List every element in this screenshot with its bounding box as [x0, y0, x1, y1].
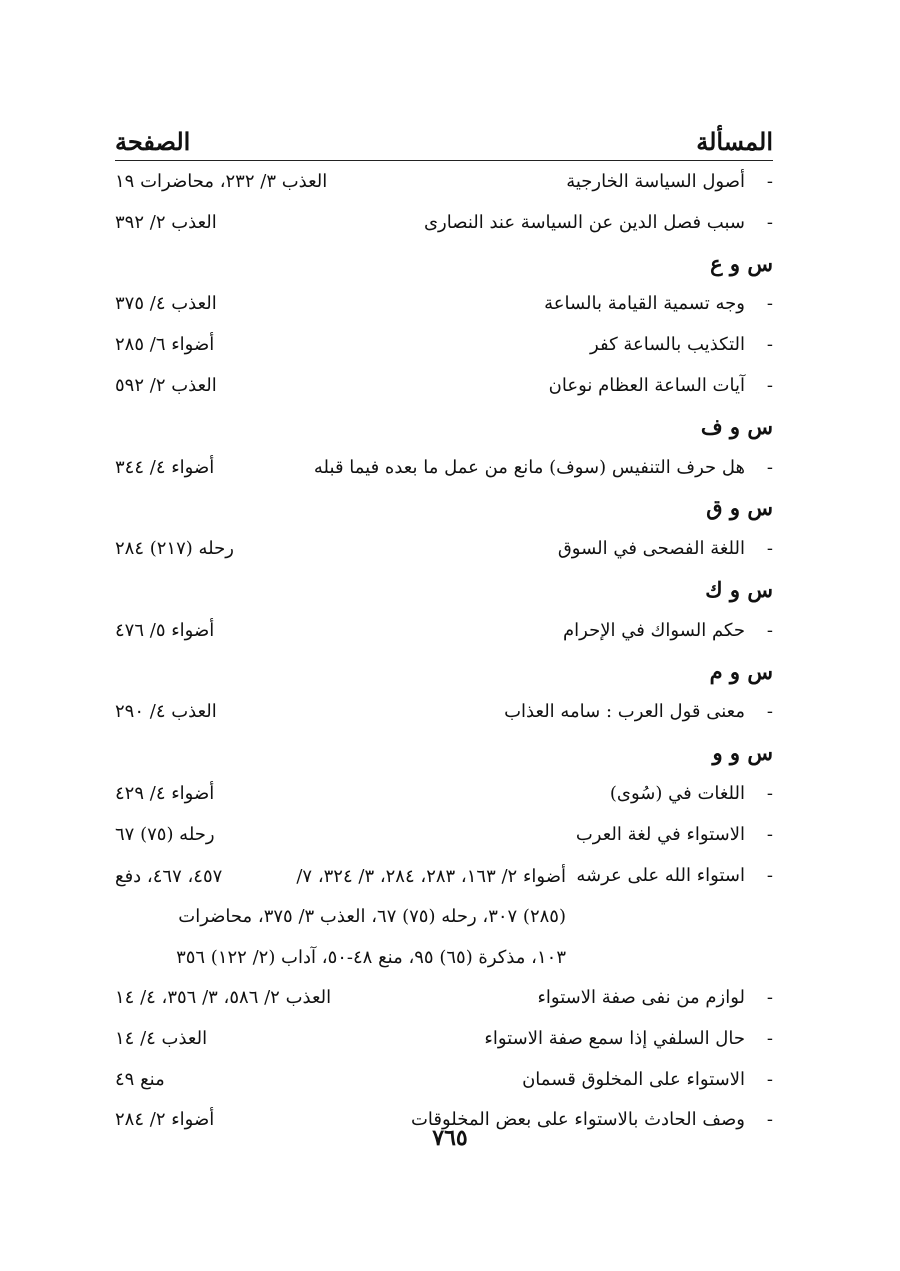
entry-page-ref: العذب ٤/ ١٤ [115, 1027, 208, 1049]
entry-dash: - [766, 986, 773, 1008]
entry-dash: - [766, 823, 773, 845]
entry-page-ref: العذب ٤/ ٢٩٠ [115, 701, 217, 723]
entry-ref-part-b: ٤٥٧، ٤٦٧، دفع [115, 865, 223, 887]
index-entries-bottom [115, 979, 773, 1142]
entry-topic: سبب فصل الدين عن السياسة عند النصارى [423, 211, 745, 233]
entry-dash: - [766, 374, 773, 396]
entry-dash: - [766, 538, 773, 560]
entry-page-ref: أضواء ٢/ ٢٨٤ [115, 1109, 215, 1131]
index-entry [115, 326, 773, 367]
index-entries [115, 163, 773, 1142]
index-entry [115, 367, 773, 408]
entry-dash: - [766, 619, 773, 641]
index-entry [115, 1020, 773, 1061]
entry-topic: وصف الحادث بالاستواء على بعض المخلوقات [410, 1109, 745, 1131]
entry-topic: الاستواء في لغة العرب [575, 823, 745, 845]
index-entry [115, 285, 773, 326]
index-entry [115, 612, 773, 653]
entry-page-ref: العذب ٤/ ٣٧٥ [115, 293, 217, 315]
entry-topic: لوازم من نفى صفة الاستواء [537, 986, 745, 1008]
index-entry [115, 693, 773, 734]
entry-topic: هل حرف التنفيس (سوف) مانع من عمل ما بعده فيما قبله [313, 456, 745, 478]
entry-topic: الاستواء على المخلوق قسمان [522, 1068, 745, 1090]
entry-dash: - [766, 1068, 773, 1090]
index-entry [115, 979, 773, 1020]
entry-topic: حكم السواك في الإحرام [563, 619, 745, 641]
root-heading: س و م [709, 658, 773, 684]
entry-topic: استواء الله على عرشه [576, 864, 745, 886]
index-entry [115, 530, 773, 571]
entry-ref-line-3: ١٠٣، مذكرة (٦٥) ٩٥، منع ٤٨-٥٠، آداب (٢/ ١٢٢) ٣٥٦ [176, 947, 566, 969]
entry-dash: - [766, 1109, 773, 1131]
entry-page-ref: رحله (٧٥) ٦٧ [115, 823, 215, 845]
entry-page-ref: أضواء ٦/ ٢٨٥ [115, 334, 215, 356]
entry-dash: - [766, 701, 773, 723]
entry-topic: أصول السياسة الخارجية [566, 171, 745, 192]
topic-column-title: المسألة [696, 127, 773, 156]
index-entry [115, 449, 773, 490]
root-heading: س و ع [710, 250, 773, 276]
entry-page-ref: العذب ٢/ ٥٨٦، ٣/ ٣٥٦، ٤/ ١٤ [115, 986, 332, 1008]
index-entry [115, 163, 773, 204]
entry-page-ref: منع ٤٩ [115, 1068, 165, 1090]
entry-topic: التكذيب بالساعة كفر [590, 334, 745, 356]
entry-dash: - [766, 334, 773, 356]
entry-page-ref: أضواء ٤/ ٣٤٤ [115, 456, 215, 478]
index-entry-multiline [115, 857, 773, 979]
entry-topic: وجه تسمية القيامة بالساعة [544, 293, 745, 315]
entry-dash: - [766, 782, 773, 804]
index-entry [115, 816, 773, 857]
entry-topic: حال السلفي إذا سمع صفة الاستواء [484, 1027, 745, 1049]
entry-ref-line-2: (٢٨٥) ٣٠٧، رحله (٧٥) ٦٧، العذب ٣/ ٣٧٥، محاضرات [178, 906, 566, 928]
entry-page-ref: العذب ٢/ ٣٩٢ [115, 211, 217, 233]
entry-page-ref: العذب ٢/ ٥٩٢ [115, 374, 217, 396]
entry-topic: اللغات في (سُوى) [609, 782, 745, 804]
entry-dash: - [766, 293, 773, 315]
entry-page-ref: أضواء ٤/ ٤٢٩ [115, 782, 215, 804]
index-entry [115, 775, 773, 816]
root-heading: س و ك [705, 576, 773, 602]
entry-page-ref: أضواء ٥/ ٤٧٦ [115, 619, 215, 641]
entry-dash: - [766, 1027, 773, 1049]
entry-topic: آيات الساعة العظام نوعان [548, 374, 745, 396]
page-column-title: الصفحة [115, 127, 191, 156]
entry-dash: - [766, 171, 773, 192]
entry-dash: - [766, 456, 773, 478]
column-headers [115, 118, 773, 156]
root-heading: س و و [712, 740, 773, 766]
root-heading: س و ق [706, 495, 773, 521]
entry-page-ref: العذب ٣/ ٢٣٢، محاضرات ١٩ [115, 171, 328, 192]
index-entry [115, 204, 773, 245]
entry-topic: اللغة الفصحى في السوق [557, 538, 745, 560]
entry-topic: معنى قول العرب : سامه العذاب [504, 701, 745, 723]
root-heading: س و ف [700, 413, 773, 439]
entry-dash: - [766, 864, 773, 886]
index-entry [115, 1061, 773, 1102]
index-entries-top [115, 163, 773, 857]
entry-page-ref: رحله (٢١٧) ٢٨٤ [115, 538, 234, 560]
header-rule [115, 160, 773, 161]
page-number: ٧٦٥ [432, 1125, 468, 1151]
entry-dash: - [766, 211, 773, 233]
entry-ref-part-a: أضواء ٢/ ١٦٣، ٢٨٣، ٢٨٤، ٣/ ٣٢٤، ٧/ [296, 865, 566, 887]
